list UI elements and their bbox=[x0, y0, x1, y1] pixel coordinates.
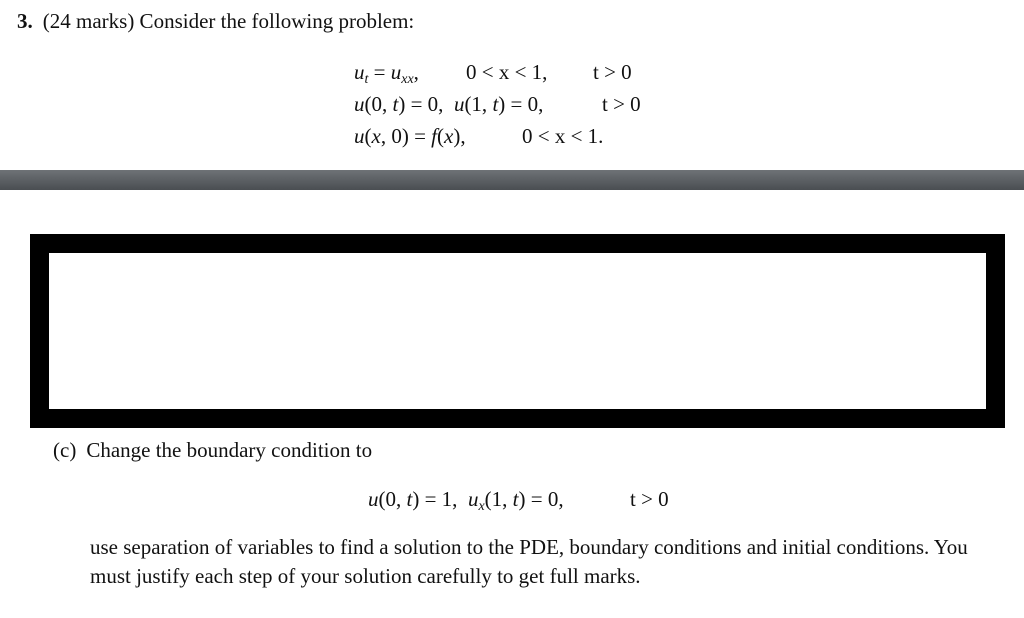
redacted-box bbox=[30, 234, 1005, 428]
part-c-text: Change the boundary condition to bbox=[86, 438, 373, 462]
ic-domain: 0 < x < 1. bbox=[522, 124, 604, 148]
part-c-label: (c) bbox=[53, 438, 77, 462]
pde-time-range: t > 0 bbox=[593, 60, 632, 84]
initial-condition: u(x, 0) = f(x), bbox=[354, 124, 466, 148]
part-c-instructions: use separation of variables to find a solution to the PDE, boundary conditions and initial conditions. You must justify each step of your solution carefully to get full marks. bbox=[90, 535, 968, 588]
boundary-conditions: u(0, t) = 0, u(1, t) = 0, bbox=[354, 92, 544, 116]
pde-equation: $u_t = u_{xx}$, bbox=[354, 60, 419, 87]
section-divider bbox=[0, 170, 1024, 190]
problem-number: 3. bbox=[17, 9, 33, 33]
new-boundary-condition: u(0, t) = 1, $u_x(1$, t) = 0, bbox=[368, 487, 564, 514]
problem-heading-text: (24 marks) Consider the following problem: bbox=[42, 9, 415, 33]
new-bc-time-range: t > 0 bbox=[630, 487, 669, 511]
problem-heading bbox=[17, 6, 414, 36]
part-c-heading bbox=[53, 435, 372, 465]
pde-domain: 0 < x < 1, bbox=[466, 60, 548, 84]
bc-time-range: t > 0 bbox=[602, 92, 641, 116]
